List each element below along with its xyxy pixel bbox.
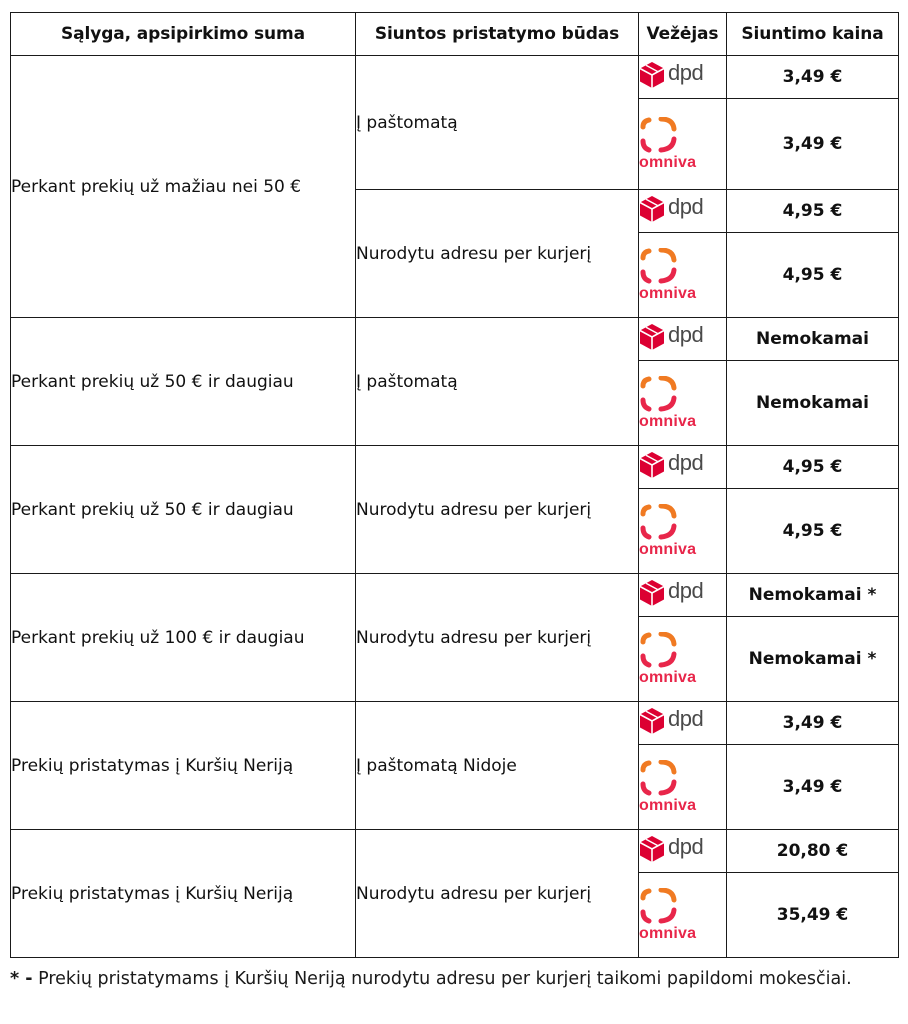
price-cell: 3,49 € (727, 56, 899, 99)
omniva-logo-icon: omniva (639, 632, 696, 686)
header-method: Siuntos pristatymo būdas (356, 13, 639, 56)
method-cell: Nurodytu adresu per kurjerį (356, 574, 639, 702)
table-row (11, 446, 899, 489)
footnote-text: Prekių pristatymams į Kuršių Neriją nurodytu adresu per kurjerį taikomi papildomi mokesčiai. (32, 969, 852, 989)
carrier-dpd (639, 190, 727, 233)
carrier-dpd (639, 318, 727, 361)
condition-cell: Perkant prekių už 50 € ir daugiau (11, 446, 356, 574)
method-cell: Į paštomatą Nidoje (356, 702, 639, 830)
carrier-omniva (639, 99, 727, 190)
table-row (11, 318, 899, 361)
price-cell: 4,95 € (727, 233, 899, 318)
price-cell: 3,49 € (727, 702, 899, 745)
omniva-logo-icon: omniva (639, 376, 696, 430)
omniva-logo-icon: omniva (639, 117, 696, 171)
shipping-price-table (10, 12, 899, 958)
omniva-logo-icon: omniva (639, 888, 696, 942)
method-cell: Į paštomatą (356, 56, 639, 190)
method-cell: Nurodytu adresu per kurjerį (356, 190, 639, 318)
table-row (11, 574, 899, 617)
condition-cell: Prekių pristatymas į Kuršių Neriją (11, 702, 356, 830)
condition-cell: Perkant prekių už 100 € ir daugiau (11, 574, 356, 702)
dpd-logo-icon: dpd (639, 195, 703, 223)
price-cell: Nemokamai * (727, 574, 899, 617)
carrier-omniva (639, 489, 727, 574)
table-row (11, 830, 899, 873)
footnote-marker: * - (10, 969, 33, 989)
dpd-logo-icon: dpd (639, 579, 703, 607)
table-header-row (11, 13, 899, 56)
omniva-logo-icon: omniva (639, 504, 696, 558)
method-cell: Nurodytu adresu per kurjerį (356, 446, 639, 574)
carrier-dpd (639, 702, 727, 745)
dpd-logo-icon: dpd (639, 707, 703, 735)
price-cell: Nemokamai (727, 361, 899, 446)
footnote (10, 966, 870, 992)
carrier-dpd (639, 574, 727, 617)
condition-cell: Perkant prekių už mažiau nei 50 € (11, 56, 356, 318)
header-condition: Sąlyga, apsipirkimo suma (11, 13, 356, 56)
table-row (11, 702, 899, 745)
price-cell: 20,80 € (727, 830, 899, 873)
carrier-omniva (639, 617, 727, 702)
carrier-omniva (639, 361, 727, 446)
price-cell: Nemokamai * (727, 617, 899, 702)
omniva-logo-icon: omniva (639, 760, 696, 814)
carrier-dpd (639, 830, 727, 873)
price-cell: 35,49 € (727, 873, 899, 958)
method-cell: Į paštomatą (356, 318, 639, 446)
carrier-omniva (639, 873, 727, 958)
dpd-logo-icon: dpd (639, 61, 703, 89)
price-cell: 4,95 € (727, 190, 899, 233)
condition-cell: Perkant prekių už 50 € ir daugiau (11, 318, 356, 446)
header-carrier: Vežėjas (639, 13, 727, 56)
table-row (11, 56, 899, 99)
carrier-dpd (639, 446, 727, 489)
method-cell: Nurodytu adresu per kurjerį (356, 830, 639, 958)
price-cell: 3,49 € (727, 745, 899, 830)
carrier-omniva (639, 745, 727, 830)
dpd-logo-icon: dpd (639, 835, 703, 863)
price-cell: 4,95 € (727, 489, 899, 574)
dpd-logo-icon: dpd (639, 451, 703, 479)
condition-cell: Prekių pristatymas į Kuršių Neriją (11, 830, 356, 958)
omniva-logo-icon: omniva (639, 248, 696, 302)
price-cell: 3,49 € (727, 99, 899, 190)
price-cell: Nemokamai (727, 318, 899, 361)
carrier-omniva (639, 233, 727, 318)
price-cell: 4,95 € (727, 446, 899, 489)
dpd-logo-icon: dpd (639, 323, 703, 351)
header-price: Siuntimo kaina (727, 13, 899, 56)
carrier-dpd (639, 56, 727, 99)
